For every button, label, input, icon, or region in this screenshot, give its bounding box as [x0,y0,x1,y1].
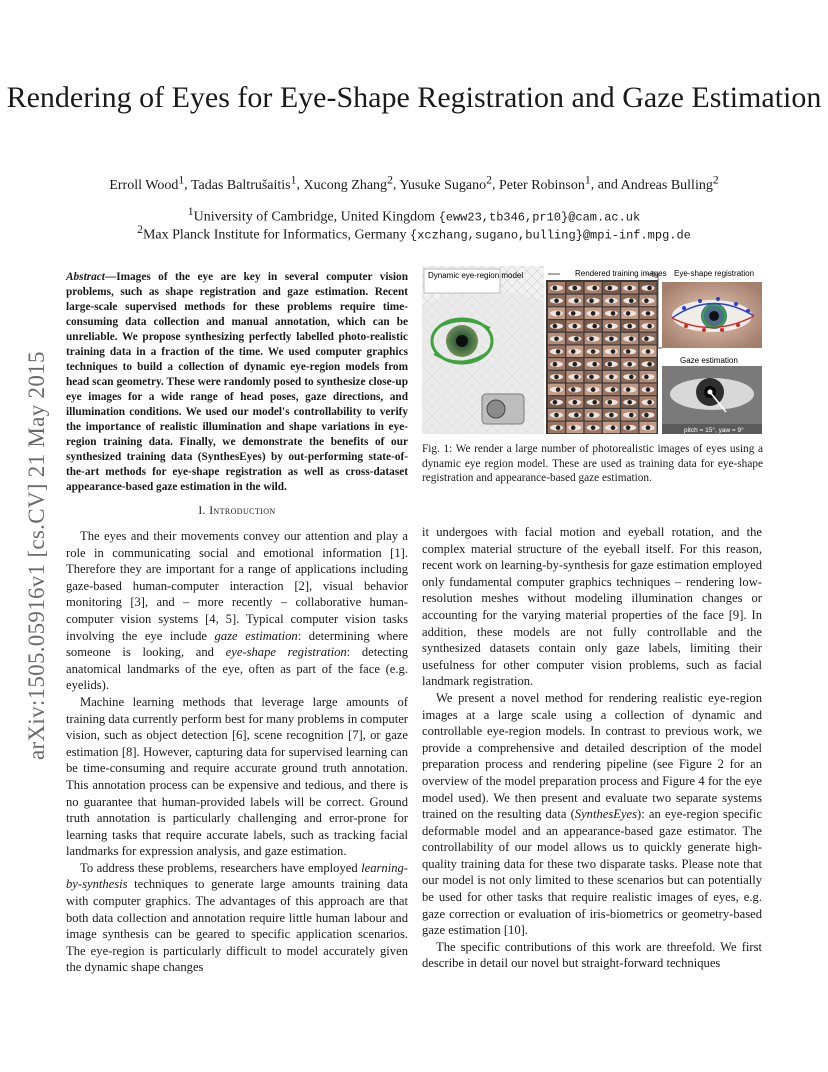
thumbnail-image [621,384,638,396]
thumbnail-image [640,384,657,396]
author-list: Erroll Wood$^1$, Tadas Baltrušaitis$^1$, Xucong Zhang$^2$, Yusuke Sugano$^2$, Peter Robinson$^1$, and Andreas Bulling$^2$ [109,173,719,193]
thumbnail-image [585,422,602,434]
thumbnail-image [548,333,565,345]
thumbnail-image [548,422,565,434]
thumbnail-image [621,422,638,434]
thumbnail-image [585,333,602,345]
thumbnail-image [548,384,565,396]
paragraph: We present a novel method for rendering realistic eye-region images at a large scale using a collection of dynamic and controllable eye-region models. In contrast to previous work, we provide a comprehensive and detailed description of the model preparation process and rendering pipeline (see Figure 2 for an overview of the model preparation process and Figure 4 for the eye model used). We then present and evaluate two separate systems trained on the resulting data (SynthesEyes): an eye-region specific deformable model and an appearance-based gaze estimator. The controllability of our model allows us to quickly generate high-quality training data for these two disparate tasks. Please note that our model is not only limited to these scenarios but can potentially be used for other tasks that require realistic images of eyes, e.g. gaze correction or evaluation of iris-biometrics or geometry-based gaze estimation [10]. [422,690,762,938]
thumbnail-image [585,346,602,358]
thumbnail-image [548,358,565,370]
thumbnail-image [621,358,638,370]
section-heading: I. Introduction [198,505,276,517]
thumbnail-image [603,307,620,319]
thumbnail-image [621,333,638,345]
thumbnail-image [585,371,602,383]
author-name: Peter Robinson$^1$ [498,173,591,193]
thumbnail-image [603,346,620,358]
eye-shape-panel [662,282,762,348]
thumbnail-image [603,422,620,434]
thumbnail-image [603,396,620,408]
paragraph: it undergoes with facial motion and eyeball rotation, and the complex material structure of the eyeball itself. For this reason, recent work on learning-by-synthesis for gaze estimation employed only fundamental computer graphics techniques – rendering low-resolution meshes without modeling illumination changes or accounting for the varying material properties of the face [9]. In addition, these models are not fully controllable and the synthesized datasets contain only gaze labels, limiting their usefulness for other computer vision problems, such as facial landmark registration. [422,525,762,689]
figure-graphic [422,266,763,434]
paragraph: The eyes and their movements convey our attention and play a role in communicating social and emotional information [1]. Therefore they are important for a range of applications including gaze-based human-computer interaction [2], visual behavior monitoring [3], and – more recently – collaborative human-computer vision systems [4, 5]. Typical computer vision tasks involving the eye include gaze estimation: determining where someone is looking, and eye-shape registration: detecting anatomical landmarks of the eye, often as part of the face (e.g. eyelids). [66,529,408,693]
abstract [66,270,408,495]
thumbnail-image [548,409,565,421]
thumbnail-image [566,320,583,332]
abstract-label: Abstract [66,271,105,283]
figure-1 [422,266,763,434]
thumbnail-image [603,320,620,332]
column-left [66,528,408,976]
column-right [422,524,762,972]
thumbnail-image [548,282,565,294]
thumbnail-image [640,396,657,408]
thumbnail-image [640,358,657,370]
thumbnail-image [640,346,657,358]
thumbnail-image [603,358,620,370]
thumbnail-image [640,371,657,383]
thumbnail-image [566,358,583,370]
thumbnail-image [548,295,565,307]
paper-title: Rendering of Eyes for Eye-Shape Registration and Gaze Estimation [6,81,822,114]
thumbnail-image [566,371,583,383]
thumbnail-image [548,371,565,383]
thumbnail-image [621,346,638,358]
thumbnail-image [585,409,602,421]
thumbnail-image [603,282,620,294]
thumbnail-image [640,320,657,332]
thumbnail-image [548,396,565,408]
author-name: Erroll Wood$^1$ [109,173,185,193]
author-name: Xucong Zhang$^2$ [303,173,393,193]
thumbnail-image [548,346,565,358]
thumbnail-image [585,282,602,294]
thumbnail-image [621,396,638,408]
gaze-readout: pitch = 15°, yaw = 9° [684,427,744,434]
thumbnail-image [585,396,602,408]
affiliation-2: $^2$Max Planck Institute for Informatics, Germany {xczhang,sugano,bulling}@mpi-inf.mpg.de [137,223,691,243]
paragraph: Machine learning methods that leverage large amounts of training data currently perform best for many problems in computer vision, such as object detection [6], scene recognition [7], or gaze estimation [8]. However, capturing data for supervised learning can be time-consuming and require accurate ground truth annotation. This annotation process can be expensive and tedious, and there is no guarantee that human-provided labels will be correct. Ground truth annotation is particularly challenging and error-prone for learning tasks that require accurate labels, such as tracking facial landmarks for expression analysis, and gaze estimation. [66,694,408,859]
thumbnail-image [640,295,657,307]
thumbnail-image [603,409,620,421]
thumbnail-image [566,295,583,307]
gaze-panel [662,366,762,434]
thumbnail-image [603,371,620,383]
thumbnail-image [621,307,638,319]
paragraph: The specific contributions of this work are threefold. We first describe in detail our novel but straight-forward techniques [422,939,762,971]
thumbnail-image [603,333,620,345]
author-name: Yusuke Sugano$^2$ [399,173,492,193]
thumbnail-image [585,320,602,332]
author-name: Andreas Bulling$^2$ [620,173,719,193]
thumbnail-image [640,282,657,294]
email: {eww23,tb346,pr10}@cam.ac.uk [438,210,641,225]
thumbnail-image [566,396,583,408]
thumbnail-image [640,409,657,421]
thumbnail-image [585,384,602,396]
thumbnail-image [621,320,638,332]
thumbnail-image [585,307,602,319]
thumbnail-image [548,307,565,319]
thumbnail-image [566,333,583,345]
panel-label-gaze: Gaze estimation [680,356,738,365]
thumbnail-image [640,333,657,345]
affiliation-1: $^1$University of Cambridge, United Kingdom {eww23,tb346,pr10}@cam.ac.uk [187,205,641,225]
panel-label-model: Dynamic eye-region model [428,271,524,280]
paragraph: To address these problems, researchers have employed learning-by-synthesis techniques to generate large amounts training data with computer graphics. The advantages of this approach are that both data collection and annotation require little human labour and image synthesis can be geared to specific application scenarios. The eye-region is particularly difficult to model accurately given the dynamic shape changes [66,860,408,975]
thumbnail-image [566,384,583,396]
rendered-images-panel [546,280,658,434]
thumbnail-image [566,307,583,319]
thumbnail-image [621,409,638,421]
thumbnail-image [566,282,583,294]
thumbnail-image [621,371,638,383]
thumbnail-image [585,358,602,370]
thumbnail-image [640,422,657,434]
arxiv-stamp: arXiv:1505.05916v1 [cs.CV] 21 May 2015 [24,351,49,760]
thumbnail-image [640,307,657,319]
author-name: Tadas Baltrušaitis$^1$ [190,173,297,193]
panel-label-registration: Eye-shape registration [674,269,755,278]
abstract-text: —Images of the eye are key in several computer vision problems, such as shape registration and gaze estimation. Recent large-scale supervised methods for these problems require time-consuming data collection and manual annotation, which can be unreliable. We propose synthesizing perfectly labelled photo-realistic training data in a fraction of the time. We used computer graphics techniques to build a collection of dynamic eye-region models from head scan geometry. These were randomly posed to synthesize close-up eye images for a wide range of head poses, gaze directions, and illumination conditions. We used our model's controllability to verify the importance of realistic illumination and shape variations in eye-region training data. Finally, we demonstrate the benefits of our synthesized training data (SynthesEyes) by out-performing state-of-the-art methods for eye-shape registration as well as cross-dataset appearance-based gaze estimation in the wild. [66,271,408,493]
thumbnail-image [548,320,565,332]
thumbnail-image [566,422,583,434]
panel-label-rendered: Rendered training images [575,269,667,278]
thumbnail-image [566,409,583,421]
eye-model-panel [422,266,544,434]
thumbnail-image [621,295,638,307]
thumbnail-image [566,346,583,358]
email: {xczhang,sugano,bulling}@mpi-inf.mpg.de [410,228,691,243]
thumbnail-image [603,384,620,396]
thumbnail-image [621,282,638,294]
figure-caption: Fig. 1: We render a large number of photorealistic images of eyes using a dynamic eye region model. These are used as training data for eye-shape registration and appearance-based gaze estimation. [422,443,763,484]
thumbnail-image [585,295,602,307]
thumbnail-image [603,295,620,307]
